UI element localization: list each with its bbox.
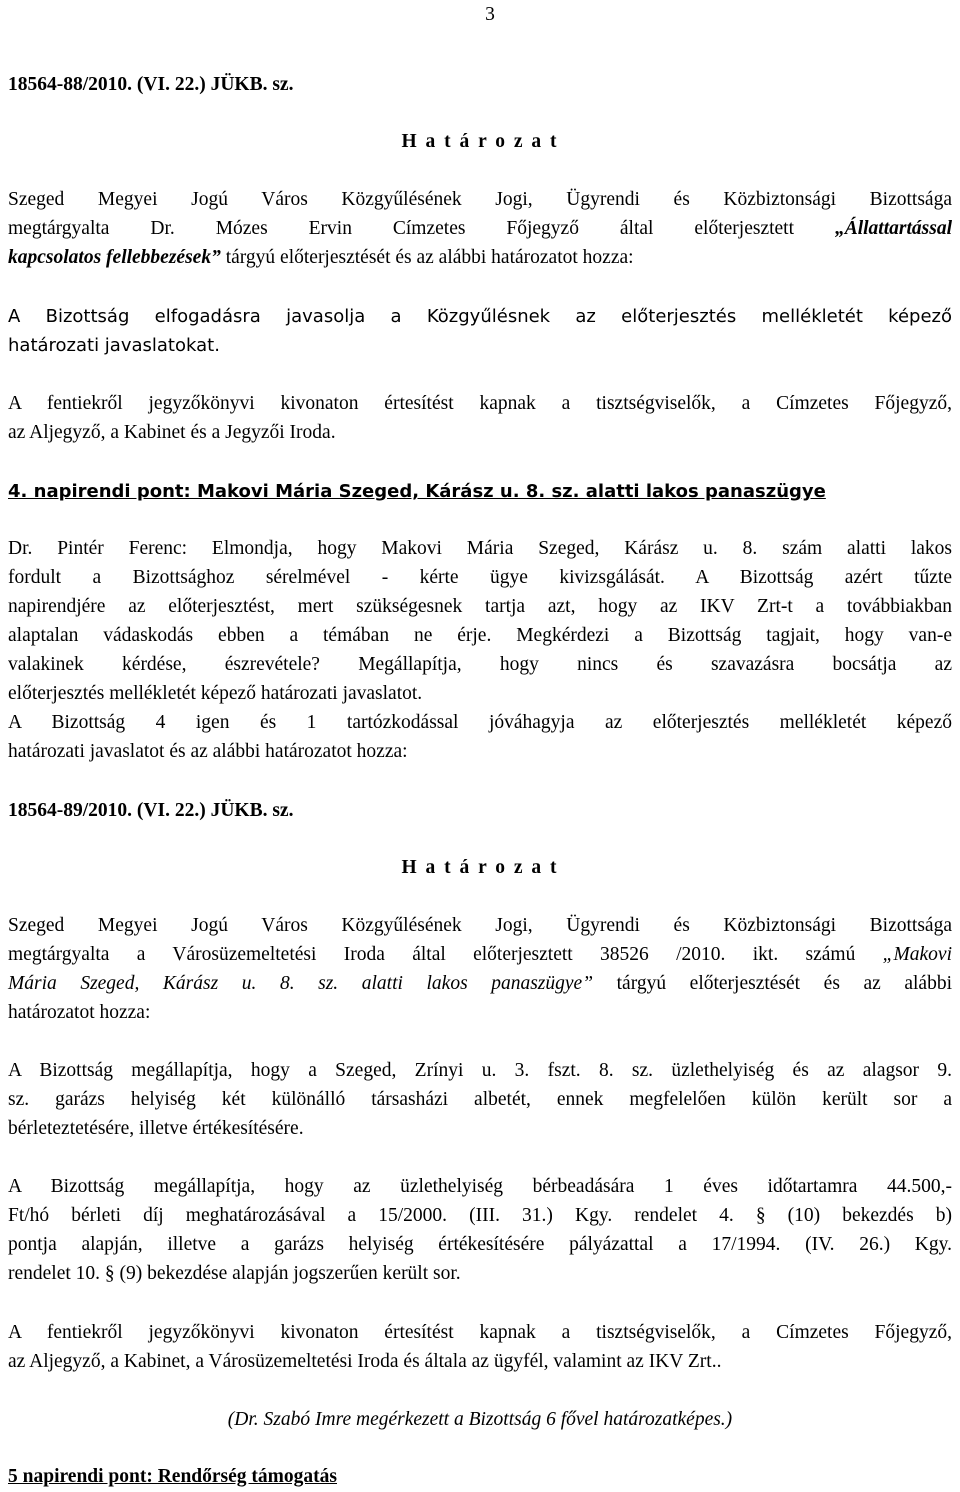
text-span: megtárgyalta Dr. Mózes Ervin Címzetes Főjegyző által előterjesztett xyxy=(8,218,835,239)
attendance-note: (Dr. Szabó Imre megérkezett a Bizottság 6 fővel határozatképes.) xyxy=(227,1409,733,1430)
agenda-item-title: 5 napirendi pont: Rendőrség támogatás xyxy=(8,1466,337,1487)
page-number: 3 xyxy=(485,4,495,25)
text-line: A Bizottság megállapítja, hogy a Szeged, Zrínyi u. 3. fszt. 8. sz. üzlethelyiség és az alagsor 9. xyxy=(8,1060,952,1081)
notification-paragraph xyxy=(8,1318,952,1376)
text-line xyxy=(8,969,952,998)
finding-paragraph xyxy=(8,1172,952,1288)
text-line: Szeged Megyei Jogú Város Közgyűlésének Jogi, Ügyrendi és Közbiztonsági Bizottsága xyxy=(8,189,952,210)
resolution-heading: H a t á r o z a t xyxy=(401,131,559,152)
subject-title: „Állattartással xyxy=(834,218,952,239)
resolution-id: 18564-88/2010. (VI. 22.) JÜKB. sz. xyxy=(8,74,294,95)
resolution-decision xyxy=(8,302,952,360)
agenda-item-body xyxy=(8,534,952,766)
resolution-intro xyxy=(8,911,952,1027)
text-line: határozati javaslatokat. xyxy=(8,335,220,356)
text-line: Ft/hó bérleti díj meghatározásával a 15/2000. (III. 31.) Kgy. rendelet 4. § (10) bekezdés b) xyxy=(8,1205,952,1226)
resolution-id: 18564-89/2010. (VI. 22.) JÜKB. sz. xyxy=(8,800,294,821)
text-line: határozati javaslatot és az alábbi határozatot hozza: xyxy=(8,741,408,762)
text-line: az Aljegyző, a Kabinet, a Városüzemeltetési Iroda és általa az ügyfél, valamint az IKV Zrt.. xyxy=(8,1351,722,1372)
text-line: Dr. Pintér Ferenc: Elmondja, hogy Makovi Mária Szeged, Kárász u. 8. szám alatti lakos xyxy=(8,538,952,559)
text-line: valakinek kérdése, észrevétele? Megállapítja, hogy nincs és szavazásra bocsátja az xyxy=(8,654,952,675)
finding-paragraph xyxy=(8,1056,952,1143)
text-span: tárgyú előterjesztését és az alábbi határozatot hozza: xyxy=(220,247,634,268)
text-line: sz. garázs helyiség két különálló társasházi albetét, ennek megfelelően külön került sor a xyxy=(8,1089,952,1110)
text-line: A fentiekről jegyzőkönyvi kivonaton értesítést kapnak a tisztségviselők, a Címzetes Főjegyző, xyxy=(8,393,952,414)
resolution-intro xyxy=(8,185,952,272)
text-line: napirendjére az előterjesztést, mert szükségesnek tartja azt, hogy az IKV Zrt-t a továbbiakban xyxy=(8,596,952,617)
text-line xyxy=(8,214,952,243)
resolution-heading: H a t á r o z a t xyxy=(401,857,559,878)
text-span: megtárgyalta a Városüzemeltetési Iroda által előterjesztett 38526 /2010. ikt. számú xyxy=(8,944,883,965)
notification-paragraph xyxy=(8,389,952,447)
text-line: A Bizottság megállapítja, hogy az üzlethelyiség bérbeadására 1 éves időtartamra 44.500,- xyxy=(8,1176,952,1197)
text-span: tárgyú előterjesztését és az alábbi xyxy=(593,973,953,994)
text-line: bérleteztetésére, illetve értékesítésére. xyxy=(8,1118,304,1139)
text-line xyxy=(8,243,952,272)
text-line: A fentiekről jegyzőkönyvi kivonaton értesítést kapnak a tisztségviselők, a Címzetes Főjegyző, xyxy=(8,1322,952,1343)
text-line xyxy=(8,940,952,969)
text-line: rendelet 10. § (9) bekezdése alapján jogszerűen került sor. xyxy=(8,1263,461,1284)
subject-title: „Makovi xyxy=(882,944,952,965)
subject-title: kapcsolatos fellebbezések” xyxy=(8,247,221,268)
agenda-item-title: 4. napirendi pont: Makovi Mária Szeged, Kárász u. 8. sz. alatti lakos panaszügye xyxy=(8,481,826,502)
text-line: az Aljegyző, a Kabinet és a Jegyzői Iroda. xyxy=(8,422,336,443)
text-line: pontja alapján, illetve a garázs helyiség értékesítésére pályázattal a 17/1994. (IV. 26.) Kgy. xyxy=(8,1234,952,1255)
text-line: A Bizottság 4 igen és 1 tartózkodással jóváhagyja az előterjesztés mellékletét képező xyxy=(8,712,952,733)
text-line: alaptalan vádaskodás ebben a témában ne érje. Megkérdezi a Bizottság tagjait, hogy van-e xyxy=(8,625,952,646)
text-line: fordult a Bizottsághoz sérelmével - kérte ügye kivizsgálását. A Bizottság azért tűzte xyxy=(8,567,952,588)
text-line: előterjesztés mellékletét képező határozati javaslatot. xyxy=(8,683,423,704)
text-line: Szeged Megyei Jogú Város Közgyűlésének Jogi, Ügyrendi és Közbiztonsági Bizottsága xyxy=(8,915,952,936)
text-line: A Bizottság elfogadásra javasolja a Közgyűlésnek az előterjesztés mellékletét képező xyxy=(8,306,952,327)
subject-title: Mária Szeged, Kárász u. 8. sz. alatti lakos panaszügye” xyxy=(8,973,594,994)
text-line: határozatot hozza: xyxy=(8,1002,151,1023)
